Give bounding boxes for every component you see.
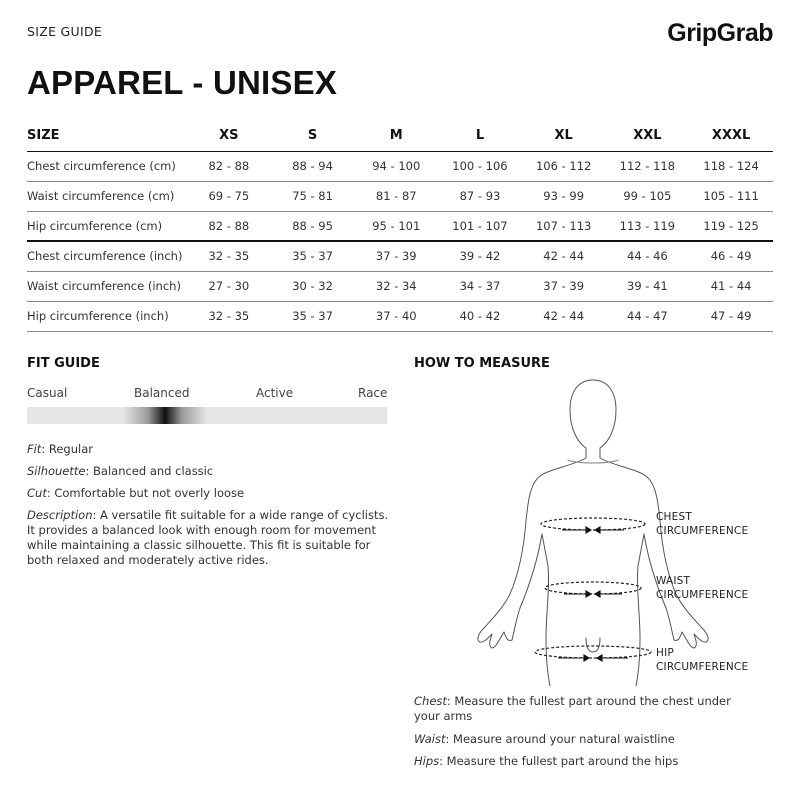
table-cell: 32 - 35 bbox=[187, 301, 271, 331]
table-row bbox=[27, 271, 773, 301]
fit-silhouette-label: Silhouette bbox=[27, 464, 86, 478]
chest-circumference-label bbox=[656, 510, 748, 538]
table-cell: 34 - 37 bbox=[438, 271, 522, 301]
waist-label-line-2: CIRCUMFERENCE bbox=[656, 589, 749, 601]
table-cell: 44 - 47 bbox=[606, 301, 690, 331]
table-cell: 41 - 44 bbox=[689, 271, 773, 301]
waist-measure-line bbox=[545, 582, 641, 597]
fit-scale-bar bbox=[27, 407, 387, 424]
table-cell: 37 - 40 bbox=[354, 301, 438, 331]
table-row bbox=[27, 211, 773, 241]
column-header-l: L bbox=[438, 121, 522, 151]
fit-cut-label: Cut bbox=[27, 486, 47, 500]
waist-instruction-term: Waist bbox=[414, 732, 446, 746]
row-label: Chest circumference (inch) bbox=[27, 241, 187, 271]
table-cell: 113 - 119 bbox=[606, 211, 690, 241]
column-header-xxl: XXL bbox=[606, 121, 690, 151]
hip-circumference-label bbox=[656, 646, 748, 674]
table-cell: 87 - 93 bbox=[438, 181, 522, 211]
column-header-size: SIZE bbox=[27, 121, 187, 151]
hip-label-line-1: HIP bbox=[656, 647, 674, 659]
table-cell: 88 - 94 bbox=[271, 151, 355, 181]
fit-scale-marker bbox=[123, 407, 207, 424]
brand-logo: GripGrab bbox=[667, 19, 773, 47]
column-header-s: S bbox=[271, 121, 355, 151]
table-cell: 106 - 112 bbox=[522, 151, 606, 181]
fit-cut-value: : Comfortable but not overly loose bbox=[46, 486, 245, 500]
table-cell: 93 - 99 bbox=[522, 181, 606, 211]
row-label: Waist circumference (cm) bbox=[27, 181, 187, 211]
column-header-xs: XS bbox=[187, 121, 271, 151]
table-cell: 44 - 46 bbox=[606, 241, 690, 271]
table-cell: 37 - 39 bbox=[354, 241, 438, 271]
table-cell: 35 - 37 bbox=[271, 301, 355, 331]
chest-label-line-2: CIRCUMFERENCE bbox=[656, 525, 749, 537]
waist-instruction bbox=[414, 732, 675, 747]
table-cell: 32 - 34 bbox=[354, 271, 438, 301]
size-guide-label: SIZE GUIDE bbox=[27, 24, 103, 39]
table-cell: 101 - 107 bbox=[438, 211, 522, 241]
row-label: Chest circumference (cm) bbox=[27, 151, 187, 181]
table-cell: 82 - 88 bbox=[187, 211, 271, 241]
table-cell: 69 - 75 bbox=[187, 181, 271, 211]
chest-instruction-text: : Measure the fullest part around the chest under your arms bbox=[414, 694, 731, 723]
waist-instruction-text: : Measure around your natural waistline bbox=[445, 732, 675, 746]
table-cell: 100 - 106 bbox=[438, 151, 522, 181]
hips-instruction bbox=[414, 754, 678, 769]
table-row bbox=[27, 181, 773, 211]
fit-description bbox=[27, 508, 389, 568]
table-cell: 30 - 32 bbox=[271, 271, 355, 301]
column-header-m: M bbox=[354, 121, 438, 151]
fit-scale-race: Race bbox=[358, 386, 388, 400]
table-row bbox=[27, 241, 773, 271]
table-cell: 39 - 41 bbox=[606, 271, 690, 301]
table-cell: 82 - 88 bbox=[187, 151, 271, 181]
table-cell: 47 - 49 bbox=[689, 301, 773, 331]
table-cell: 40 - 42 bbox=[438, 301, 522, 331]
table-cell: 112 - 118 bbox=[606, 151, 690, 181]
chest-instruction bbox=[414, 694, 734, 724]
row-label: Hip circumference (cm) bbox=[27, 211, 187, 241]
fit-cut bbox=[27, 486, 244, 501]
table-cell: 118 - 124 bbox=[689, 151, 773, 181]
size-table bbox=[27, 121, 773, 332]
table-cell: 37 - 39 bbox=[522, 271, 606, 301]
fit-description-label: Description bbox=[27, 508, 93, 522]
table-cell: 42 - 44 bbox=[522, 301, 606, 331]
table-cell: 94 - 100 bbox=[354, 151, 438, 181]
table-cell: 42 - 44 bbox=[522, 241, 606, 271]
table-cell: 99 - 105 bbox=[606, 181, 690, 211]
column-header-xl: XL bbox=[522, 121, 606, 151]
how-to-measure-title: HOW TO MEASURE bbox=[414, 356, 550, 371]
fit-guide-title: FIT GUIDE bbox=[27, 356, 100, 371]
table-cell: 88 - 95 bbox=[271, 211, 355, 241]
hip-measure-line bbox=[535, 646, 651, 661]
waist-circumference-label bbox=[656, 574, 748, 602]
fit-scale-casual: Casual bbox=[27, 386, 68, 400]
fit-type-value: : Regular bbox=[41, 442, 93, 456]
table-cell: 46 - 49 bbox=[689, 241, 773, 271]
fit-description-value: : A versatile fit suitable for a wide range of cyclists. It provides a balanced look with enough room for movement while maintaining a classic silhouette. This fit is suitable for both relaxed and moderately active rides. bbox=[27, 508, 389, 567]
waist-label-line-1: WAIST bbox=[656, 575, 691, 587]
table-row bbox=[27, 151, 773, 181]
table-cell: 119 - 125 bbox=[689, 211, 773, 241]
table-cell: 27 - 30 bbox=[187, 271, 271, 301]
hips-instruction-text: : Measure the fullest part around the hips bbox=[439, 754, 679, 768]
chest-measure-line bbox=[541, 518, 645, 533]
table-cell: 35 - 37 bbox=[271, 241, 355, 271]
chest-instruction-term: Chest bbox=[414, 694, 447, 708]
table-cell: 107 - 113 bbox=[522, 211, 606, 241]
hip-label-line-2: CIRCUMFERENCE bbox=[656, 661, 749, 673]
table-cell: 95 - 101 bbox=[354, 211, 438, 241]
table-cell: 32 - 35 bbox=[187, 241, 271, 271]
page-title: APPAREL - UNISEX bbox=[27, 64, 338, 101]
size-table-header-row bbox=[27, 121, 773, 151]
fit-type bbox=[27, 442, 93, 457]
row-label: Hip circumference (inch) bbox=[27, 301, 187, 331]
table-row bbox=[27, 301, 773, 331]
table-cell: 81 - 87 bbox=[354, 181, 438, 211]
chest-label-line-1: CHEST bbox=[656, 511, 692, 523]
table-cell: 105 - 111 bbox=[689, 181, 773, 211]
fit-scale-balanced: Balanced bbox=[134, 386, 190, 400]
hips-instruction-term: Hips bbox=[414, 754, 440, 768]
fit-silhouette bbox=[27, 464, 213, 479]
row-label: Waist circumference (inch) bbox=[27, 271, 187, 301]
fit-type-label: Fit bbox=[27, 442, 42, 456]
table-cell: 39 - 42 bbox=[438, 241, 522, 271]
table-cell: 75 - 81 bbox=[271, 181, 355, 211]
column-header-xxxl: XXXL bbox=[689, 121, 773, 151]
fit-silhouette-value: : Balanced and classic bbox=[85, 464, 214, 478]
fit-scale-active: Active bbox=[256, 386, 294, 400]
